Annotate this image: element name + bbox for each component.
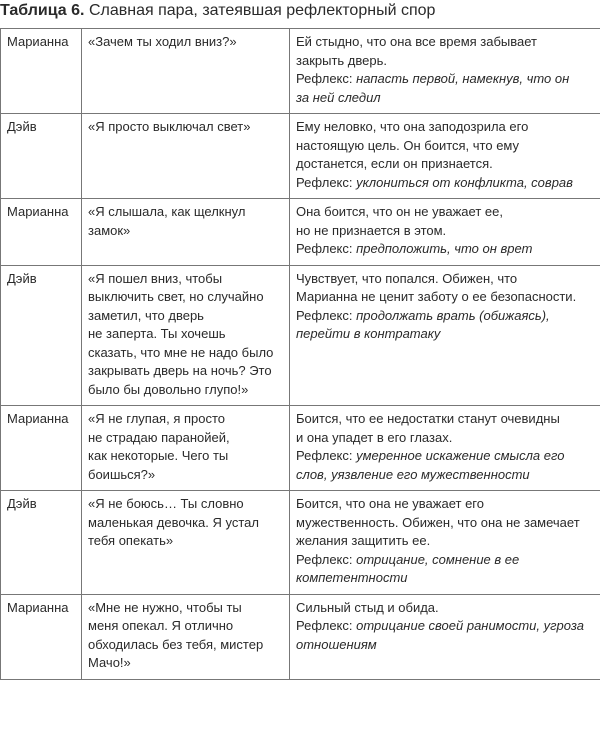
speaker-cell	[1, 406, 82, 491]
reflex-label: Рефлекс:	[296, 307, 357, 323]
quote-line: как некоторые. Чего ты	[88, 448, 229, 463]
reflex-text: умеренное искажение смысла его	[356, 448, 565, 463]
reflex-line	[296, 89, 595, 108]
reflex-text: напасть первой, намекнув, что он	[356, 71, 570, 86]
feeling-line: желания защитить ее.	[296, 533, 431, 548]
quote-line: не страдаю паранойей,	[88, 429, 230, 445]
quote-line: «Я пошел вниз, чтобы	[88, 270, 223, 286]
speaker-cell	[1, 29, 82, 114]
speaker-cell	[1, 594, 82, 679]
quote-line: тебя опекать»	[88, 533, 174, 548]
quote-cell	[82, 265, 290, 406]
reflex-line	[296, 307, 595, 326]
speaker-cell	[1, 199, 82, 266]
table-body	[1, 29, 600, 680]
table-row	[1, 265, 600, 406]
quote-line: «Я не боюсь… Ты словно	[88, 496, 244, 511]
feeling-cell	[290, 491, 600, 595]
feeling-line: Боится, что ее недостатки станут очевидны	[296, 411, 560, 426]
reflex-label: Рефлекс:	[296, 618, 357, 633]
feeling-line: достанется, если он признается.	[296, 156, 493, 171]
table-caption	[0, 0, 435, 28]
quote-line: боишься?»	[88, 466, 156, 482]
quote-line: сказать, что мне не надо было	[88, 344, 274, 360]
reflex-line	[296, 70, 595, 89]
quote-line: выключить свет, но случайно	[88, 289, 264, 304]
reflex-label: Рефлекс:	[296, 551, 357, 567]
table-row	[1, 199, 600, 266]
reflex-line	[296, 636, 595, 655]
speaker-name: Марианна	[7, 599, 69, 615]
reflex-text: слов, уязвление его мужественности	[296, 466, 530, 482]
reflex-text: отношениям	[296, 636, 377, 652]
reflex-line	[296, 466, 595, 485]
speaker-cell	[1, 265, 82, 406]
quote-cell	[82, 29, 290, 114]
feeling-line: Марианна не ценит заботу о ее безопасности.	[296, 289, 577, 304]
quote-line: меня опекал. Я отлично	[88, 618, 234, 633]
feeling-line: Боится, что она не уважает его	[296, 496, 484, 511]
reflex-label: Рефлекс:	[296, 174, 357, 190]
quote-cell	[82, 594, 290, 679]
quote-cell	[82, 199, 290, 266]
reflex-label: Рефлекс:	[296, 71, 357, 86]
feeling-line: закрыть дверь.	[296, 52, 387, 68]
feeling-line: Она боится, что он не уважает ее,	[296, 204, 503, 219]
table-row	[1, 491, 600, 595]
quote-cell	[82, 114, 290, 199]
quote-line: «Я слышала, как щелкнул	[88, 204, 246, 219]
feeling-cell	[290, 114, 600, 199]
table-row	[1, 114, 600, 199]
table-title: Славная пара, затеявшая рефлекторный спор	[88, 2, 436, 19]
reflex-text: отрицание своей ранимости, угроза	[356, 618, 584, 633]
table-row	[1, 406, 600, 491]
quote-line: было бы довольно глупо!»	[88, 381, 249, 397]
table-number: Таблица 6.	[0, 2, 85, 19]
quote-line: не заперта. Ты хочешь	[88, 326, 226, 341]
reflex-line	[296, 240, 595, 259]
reflex-line	[296, 617, 595, 636]
reflex-text: отрицание, сомнение в ее	[356, 551, 520, 567]
reflex-text: за ней следил	[296, 89, 381, 105]
quote-line: «Мне не нужно, чтобы ты	[88, 599, 242, 615]
feeling-line: Ей стыдно, что она все время забывает	[296, 34, 538, 49]
speaker-name: Дэйв	[7, 270, 37, 286]
feeling-line: мужественность. Обижен, что она не замечает	[296, 514, 580, 530]
feeling-line: настоящую цель. Он боится, что ему	[296, 137, 520, 153]
feeling-line: но не признается в этом.	[296, 222, 447, 238]
quote-line: обходилась без тебя, мистер	[88, 636, 264, 652]
reflex-line	[296, 569, 595, 588]
quote-line: замок»	[88, 222, 131, 238]
speaker-name: Марианна	[7, 411, 69, 426]
quote-line: маленькая девочка. Я устал	[88, 514, 259, 530]
speaker-cell	[1, 491, 82, 595]
feeling-cell	[290, 406, 600, 491]
speaker-name: Дэйв	[7, 496, 37, 511]
reflex-text: продолжать врать (обижаясь),	[356, 307, 550, 323]
reflex-text: предположить, что он врет	[356, 241, 533, 256]
reflex-text: уклониться от конфликта, соврав	[356, 174, 573, 190]
feeling-line: и она упадет в его глазах.	[296, 429, 453, 445]
quote-line: закрывать дверь на ночь? Это	[88, 363, 272, 378]
quote-cell	[82, 406, 290, 491]
feeling-line: Чувствует, что попался. Обижен, что	[296, 270, 518, 286]
feeling-line: Сильный стыд и обида.	[296, 599, 439, 615]
speaker-name: Марианна	[7, 204, 69, 219]
reflex-label: Рефлекс:	[296, 448, 357, 463]
reflex-line	[296, 447, 595, 466]
feeling-cell	[290, 29, 600, 114]
feeling-cell	[290, 594, 600, 679]
speaker-cell	[1, 114, 82, 199]
reflex-text: перейти в контратаку	[296, 326, 441, 341]
speaker-name: Марианна	[7, 34, 69, 49]
table-row	[1, 594, 600, 679]
reflex-line	[296, 325, 595, 344]
feeling-cell	[290, 265, 600, 406]
quote-line: «Я не глупая, я просто	[88, 411, 226, 426]
table-row	[1, 29, 600, 114]
quote-line: Мачо!»	[88, 655, 131, 670]
quote-line: «Зачем ты ходил вниз?»	[88, 34, 237, 49]
feeling-cell	[290, 199, 600, 266]
reflex-line	[296, 174, 595, 193]
feeling-line: Ему неловко, что она заподозрила его	[296, 119, 529, 134]
reflex-label: Рефлекс:	[296, 241, 357, 256]
speaker-name: Дэйв	[7, 119, 37, 134]
reflex-line	[296, 551, 595, 570]
quote-cell	[82, 491, 290, 595]
quote-line: заметил, что дверь	[88, 307, 204, 323]
dialogue-table	[0, 28, 600, 680]
quote-line: «Я просто выключал свет»	[88, 119, 251, 134]
reflex-text: компетентности	[296, 570, 408, 585]
